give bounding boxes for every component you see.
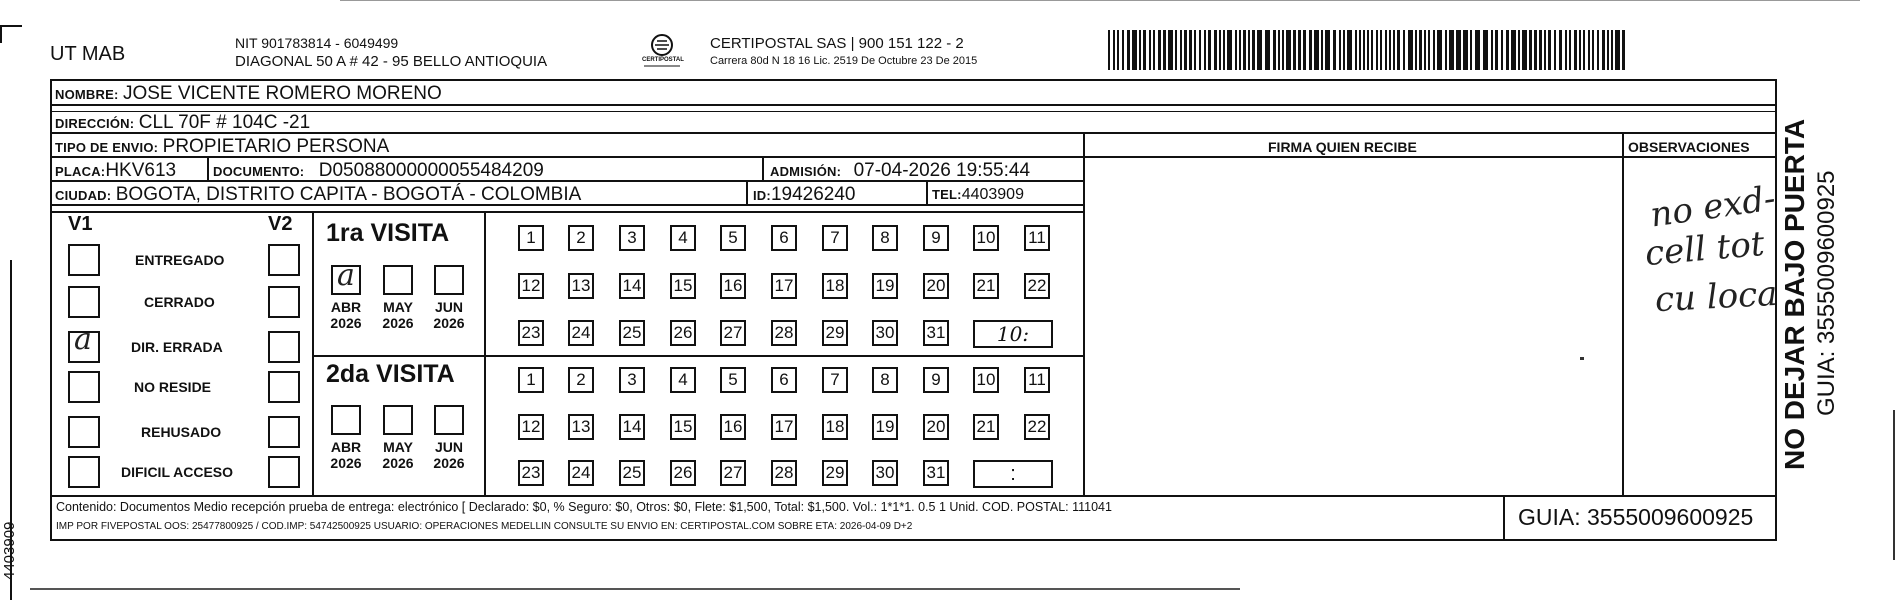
ciudad-row bbox=[55, 185, 581, 204]
month-label bbox=[375, 439, 421, 471]
day-checkbox[interactable]: 7 bbox=[822, 367, 848, 393]
barcode-bar bbox=[1403, 30, 1405, 70]
day-checkbox[interactable]: 2 bbox=[568, 225, 594, 251]
month-checkbox[interactable] bbox=[383, 265, 413, 295]
corner-mark bbox=[0, 25, 22, 27]
bottom-edge-line bbox=[30, 588, 1240, 590]
v2-checkbox[interactable] bbox=[268, 371, 300, 403]
day-checkbox[interactable]: 31 bbox=[923, 460, 949, 486]
status-label: CERRADO bbox=[144, 294, 215, 310]
barcode-bar bbox=[1615, 30, 1620, 70]
firma-header: FIRMA QUIEN RECIBE bbox=[1268, 139, 1417, 155]
day-checkbox[interactable]: 1 bbox=[518, 367, 544, 393]
day-checkbox[interactable]: 11 bbox=[1024, 367, 1050, 393]
barcode-bar bbox=[1622, 30, 1625, 70]
barcode-bar bbox=[1132, 30, 1137, 70]
barcode-bar bbox=[1397, 30, 1400, 70]
first-visit-label: 1ra VISITA bbox=[326, 219, 450, 247]
day-checkbox[interactable]: 14 bbox=[619, 273, 645, 299]
day-checkbox[interactable]: 4 bbox=[670, 367, 696, 393]
admision-row bbox=[770, 161, 1030, 180]
day-checkbox[interactable]: 23 bbox=[518, 460, 544, 486]
day-checkbox[interactable]: 25 bbox=[619, 460, 645, 486]
barcode-bar bbox=[1579, 30, 1581, 70]
barcode-bar bbox=[1389, 30, 1391, 70]
v1-label: V1 bbox=[68, 213, 93, 235]
month-name: JUN bbox=[434, 439, 463, 455]
day-checkbox[interactable]: 26 bbox=[670, 320, 696, 346]
month-name: JUN bbox=[434, 299, 463, 315]
company-nit: NIT 901783814 - 6049499 bbox=[235, 35, 399, 51]
month-label bbox=[426, 439, 472, 471]
barcode-bar bbox=[1565, 30, 1567, 70]
v2-checkbox[interactable] bbox=[268, 286, 300, 318]
barcode-bar bbox=[1219, 30, 1221, 70]
barcode-bar bbox=[1117, 30, 1119, 70]
day-checkbox[interactable]: 12 bbox=[518, 414, 544, 440]
ink-dot bbox=[1580, 357, 1584, 360]
barcode-bar bbox=[1456, 30, 1461, 70]
day-checkbox[interactable]: 5 bbox=[720, 367, 746, 393]
barcode-bar bbox=[1208, 30, 1211, 70]
barcode-bar bbox=[1529, 30, 1532, 70]
day-checkbox[interactable]: 22 bbox=[1024, 273, 1050, 299]
barcode-bar bbox=[1339, 30, 1341, 70]
id-label: ID: bbox=[753, 188, 771, 203]
day-checkbox[interactable]: 6 bbox=[771, 367, 797, 393]
barcode-bar bbox=[1314, 30, 1319, 70]
day-checkbox[interactable]: 18 bbox=[822, 414, 848, 440]
nombre-row bbox=[55, 84, 442, 103]
day-checkbox[interactable]: 15 bbox=[670, 273, 696, 299]
day-checkbox[interactable]: 16 bbox=[720, 414, 746, 440]
day-checkbox[interactable]: 29 bbox=[822, 460, 848, 486]
barcode-bar bbox=[1175, 30, 1177, 70]
barcode-bar bbox=[1227, 30, 1232, 70]
v1-checkbox[interactable] bbox=[68, 371, 100, 403]
barcode-bar bbox=[1248, 30, 1250, 70]
v1-checkbox[interactable] bbox=[68, 456, 100, 488]
side-guia: GUIA: 3555009600925 bbox=[1813, 170, 1840, 416]
barcode-bar bbox=[1428, 30, 1430, 70]
day-checkbox[interactable]: 19 bbox=[872, 273, 898, 299]
v1-mark: a bbox=[74, 322, 92, 357]
day-checkbox[interactable]: 5 bbox=[720, 225, 746, 251]
placa-label: PLACA: bbox=[55, 164, 106, 179]
placa-value: HKV613 bbox=[105, 160, 177, 181]
day-checkbox[interactable]: 25 bbox=[619, 320, 645, 346]
documento-label: DOCUMENTO: bbox=[213, 164, 305, 179]
barcode-bar bbox=[1544, 30, 1546, 70]
barcode-bar bbox=[1321, 30, 1323, 70]
day-checkbox[interactable]: 29 bbox=[822, 320, 848, 346]
barcode-bar bbox=[1393, 30, 1395, 70]
barcode-bar bbox=[1583, 30, 1585, 70]
barcode-bar bbox=[1257, 30, 1262, 70]
barcode-bar bbox=[1235, 30, 1237, 70]
barcode-bar bbox=[1363, 30, 1365, 70]
day-checkbox[interactable]: 24 bbox=[568, 460, 594, 486]
day-checkbox[interactable]: 8 bbox=[872, 367, 898, 393]
month-name: ABR bbox=[330, 439, 362, 455]
barcode-bar bbox=[1343, 30, 1345, 70]
month-year: 2026 bbox=[433, 455, 465, 471]
barcode-bar bbox=[1445, 30, 1447, 70]
day-checkbox[interactable]: 28 bbox=[771, 320, 797, 346]
tipo-value: PROPIETARIO PERSONA bbox=[162, 136, 390, 157]
ciudad-value: BOGOTA, DISTRITO CAPITA - BOGOTÁ - COLOMBIA bbox=[115, 184, 582, 205]
barcode-bar bbox=[1194, 30, 1196, 70]
day-checkbox[interactable]: 15 bbox=[670, 414, 696, 440]
day-checkbox[interactable]: 3 bbox=[619, 225, 645, 251]
barcode-bar bbox=[1501, 30, 1503, 70]
barcode-bar bbox=[1199, 30, 1201, 70]
day-checkbox[interactable]: 18 bbox=[822, 273, 848, 299]
day-checkbox[interactable]: 17 bbox=[771, 273, 797, 299]
status-label: NO RESIDE bbox=[134, 379, 212, 395]
month-checkbox[interactable] bbox=[434, 265, 464, 295]
carrier-license: Carrera 80d N 18 16 Lic. 2519 De Octubre 23 De 2015 bbox=[710, 55, 978, 67]
day-checkbox[interactable]: 12 bbox=[518, 273, 544, 299]
barcode-bar bbox=[1380, 30, 1382, 70]
ciudad-label: CIUDAD: bbox=[55, 188, 112, 203]
time-field[interactable]: : bbox=[973, 460, 1053, 488]
barcode-bar bbox=[1602, 30, 1605, 70]
barcode-bar bbox=[1607, 30, 1609, 70]
month-label bbox=[426, 299, 472, 331]
day-checkbox[interactable]: 7 bbox=[822, 225, 848, 251]
admision-label: ADMISIÓN: bbox=[770, 164, 842, 179]
day-checkbox[interactable]: 21 bbox=[973, 414, 999, 440]
day-checkbox[interactable]: 26 bbox=[670, 460, 696, 486]
month-year: 2026 bbox=[382, 455, 414, 471]
barcode-bar bbox=[1424, 30, 1426, 70]
month-year: 2026 bbox=[330, 455, 362, 471]
month-checkbox[interactable] bbox=[383, 405, 413, 435]
handwritten-note-1: no exd- bbox=[1647, 178, 1778, 236]
month-name: MAY bbox=[383, 299, 413, 315]
barcode-bar bbox=[1168, 30, 1173, 70]
day-checkbox[interactable]: 9 bbox=[923, 225, 949, 251]
barcode-bar bbox=[1184, 30, 1187, 70]
barcode-bar bbox=[1491, 30, 1493, 70]
barcode-bar bbox=[1286, 30, 1291, 70]
day-checkbox[interactable]: 16 bbox=[720, 273, 746, 299]
barcode-bar bbox=[1611, 30, 1613, 70]
tipo-label: TIPO DE ENVIO: bbox=[55, 140, 159, 155]
barcode bbox=[1108, 30, 1628, 70]
barcode-bar bbox=[1385, 30, 1387, 70]
barcode-bar bbox=[1298, 30, 1301, 70]
day-checkbox[interactable]: 24 bbox=[568, 320, 594, 346]
nombre-label: NOMBRE: bbox=[55, 87, 119, 102]
barcode-bar bbox=[1108, 30, 1110, 70]
barcode-bar bbox=[1282, 30, 1284, 70]
month-checkbox[interactable] bbox=[434, 405, 464, 435]
day-checkbox[interactable]: 4 bbox=[670, 225, 696, 251]
barcode-bar bbox=[1122, 30, 1124, 70]
barcode-bar bbox=[1214, 30, 1217, 70]
day-checkbox[interactable]: 1 bbox=[518, 225, 544, 251]
barcode-bar bbox=[1309, 30, 1312, 70]
barcode-bar bbox=[1189, 30, 1192, 70]
month-mark: a bbox=[337, 258, 355, 293]
barcode-bar bbox=[1333, 30, 1336, 70]
barcode-bar bbox=[1470, 30, 1472, 70]
v2-checkbox[interactable] bbox=[268, 331, 300, 363]
handwritten-note-3: cu loca bbox=[1654, 273, 1779, 321]
tipo-row bbox=[55, 137, 389, 156]
barcode-bar bbox=[1475, 30, 1480, 70]
direccion-row bbox=[55, 113, 310, 132]
v2-checkbox[interactable] bbox=[268, 416, 300, 448]
day-checkbox[interactable]: 31 bbox=[923, 320, 949, 346]
barcode-bar bbox=[1293, 30, 1296, 70]
barcode-bar bbox=[1522, 30, 1527, 70]
barcode-bar bbox=[1518, 30, 1520, 70]
tel-row bbox=[932, 187, 1024, 203]
barcode-bar bbox=[1149, 30, 1151, 70]
barcode-bar bbox=[1511, 30, 1516, 70]
placa-row bbox=[55, 161, 176, 180]
v2-label: V2 bbox=[268, 213, 293, 235]
month-year: 2026 bbox=[330, 315, 362, 331]
barcode-bar bbox=[1534, 30, 1537, 70]
nombre-value: JOSE VICENTE ROMERO MORENO bbox=[122, 83, 442, 104]
imp-text: IMP POR FIVEPOSTAL OOS: 25477800925 / COD.IMP: 54742500925 USUARIO: OPERACIONES MEDELLIN CONSULTE SU ENVIO EN: CERTIPOSTAL.COM SOBRE ETA: 2026-04-09 D+2 bbox=[56, 521, 913, 532]
observaciones-header: OBSERVACIONES bbox=[1628, 139, 1750, 155]
barcode-bar bbox=[1223, 30, 1225, 70]
day-checkbox[interactable]: 27 bbox=[720, 460, 746, 486]
barcode-bar bbox=[1278, 30, 1280, 70]
day-checkbox[interactable]: 13 bbox=[568, 414, 594, 440]
day-checkbox[interactable]: 30 bbox=[872, 320, 898, 346]
corner-mark bbox=[0, 25, 2, 43]
barcode-bar bbox=[1163, 30, 1166, 70]
barcode-bar bbox=[1415, 30, 1417, 70]
barcode-bar bbox=[1495, 30, 1498, 70]
day-checkbox[interactable]: 11 bbox=[1024, 225, 1050, 251]
day-checkbox[interactable]: 6 bbox=[771, 225, 797, 251]
barcode-bar bbox=[1371, 30, 1373, 70]
barcode-bar bbox=[1554, 30, 1556, 70]
month-year: 2026 bbox=[382, 315, 414, 331]
side-left-number: 4403909 bbox=[1, 521, 18, 580]
barcode-bar bbox=[1559, 30, 1562, 70]
barcode-bar bbox=[1143, 30, 1146, 70]
day-checkbox[interactable]: 2 bbox=[568, 367, 594, 393]
barcode-bar bbox=[1303, 30, 1306, 70]
barcode-bar bbox=[1139, 30, 1141, 70]
month-name: ABR bbox=[330, 299, 362, 315]
day-checkbox[interactable]: 19 bbox=[872, 414, 898, 440]
barcode-bar bbox=[1252, 30, 1255, 70]
barcode-bar bbox=[1569, 30, 1571, 70]
day-checkbox[interactable]: 30 bbox=[872, 460, 898, 486]
barcode-bar bbox=[1592, 30, 1594, 70]
status-label: DIFICIL ACCESO bbox=[121, 464, 234, 480]
id-value: 19426240 bbox=[770, 184, 856, 205]
barcode-bar bbox=[1347, 30, 1352, 70]
barcode-bar bbox=[1574, 30, 1577, 70]
day-checkbox[interactable]: 28 bbox=[771, 460, 797, 486]
time-field[interactable]: 10: bbox=[973, 320, 1053, 348]
day-checkbox[interactable]: 13 bbox=[568, 273, 594, 299]
barcode-bar bbox=[1180, 30, 1182, 70]
barcode-bar bbox=[1158, 30, 1161, 70]
day-checkbox[interactable]: 8 bbox=[872, 225, 898, 251]
status-label: ENTREGADO bbox=[135, 252, 225, 268]
company-address: DIAGONAL 50 A # 42 - 95 BELLO ANTIOQUIA bbox=[235, 53, 548, 70]
month-name: MAY bbox=[383, 439, 413, 455]
day-checkbox[interactable]: 10 bbox=[973, 367, 999, 393]
logo-text: CERTIPOSTAL bbox=[642, 57, 684, 63]
carrier-name: CERTIPOSTAL SAS | 900 151 122 - 2 bbox=[710, 35, 964, 52]
day-checkbox[interactable]: 20 bbox=[923, 273, 949, 299]
day-checkbox[interactable]: 17 bbox=[771, 414, 797, 440]
barcode-bar bbox=[1127, 30, 1130, 70]
barcode-bar bbox=[1449, 30, 1454, 70]
right-edge-line bbox=[1893, 410, 1895, 560]
day-checkbox[interactable]: 3 bbox=[619, 367, 645, 393]
day-checkbox[interactable]: 23 bbox=[518, 320, 544, 346]
barcode-bar bbox=[1355, 30, 1357, 70]
day-checkbox[interactable]: 9 bbox=[923, 367, 949, 393]
barcode-bar bbox=[1548, 30, 1551, 70]
tel-label: TEL: bbox=[932, 187, 962, 202]
contenido-text: Contenido: Documentos Medio recepción prueba de entrega: electrónico [ Declarado: $0, % Seguro: $0, Otros: $0, Flete: $1,500, Total: $1,500. Vol.: 1*1*1. 0.5 1 Unid. COD. POSTAL: 111041 bbox=[56, 500, 1112, 514]
direccion-label: DIRECCIÓN: bbox=[55, 116, 135, 131]
barcode-bar bbox=[1437, 30, 1442, 70]
side-warning: NO DEJAR BAJO PUERTA bbox=[1779, 118, 1810, 470]
v1-checkbox[interactable] bbox=[68, 244, 100, 276]
handwritten-note-2: cell tot bbox=[1643, 223, 1767, 275]
v2-checkbox[interactable] bbox=[268, 244, 300, 276]
day-checkbox[interactable]: 27 bbox=[720, 320, 746, 346]
logo-icon bbox=[640, 32, 684, 72]
status-label: REHUSADO bbox=[141, 424, 222, 440]
month-label bbox=[323, 299, 369, 331]
barcode-bar bbox=[1325, 30, 1330, 70]
v2-checkbox[interactable] bbox=[268, 456, 300, 488]
v1-checkbox[interactable] bbox=[68, 416, 100, 448]
barcode-bar bbox=[1376, 30, 1378, 70]
certipostal-logo bbox=[640, 32, 684, 72]
tel-value: 4403909 bbox=[961, 186, 1024, 203]
barcode-bar bbox=[1204, 30, 1206, 70]
day-checkbox[interactable]: 21 bbox=[973, 273, 999, 299]
barcode-bar bbox=[1433, 30, 1435, 70]
footer-guia: GUIA: 3555009600925 bbox=[1518, 504, 1754, 530]
month-year: 2026 bbox=[433, 315, 465, 331]
barcode-bar bbox=[1408, 30, 1413, 70]
documento-value: D05088000000055484209 bbox=[318, 160, 544, 181]
barcode-bar bbox=[1273, 30, 1276, 70]
barcode-bar bbox=[1239, 30, 1241, 70]
month-label bbox=[323, 439, 369, 471]
barcode-bar bbox=[1483, 30, 1488, 70]
admision-value: 07-04-2026 19:55:44 bbox=[853, 160, 1031, 181]
day-checkbox[interactable]: 22 bbox=[1024, 414, 1050, 440]
barcode-bar bbox=[1597, 30, 1599, 70]
barcode-bar bbox=[1153, 30, 1155, 70]
direccion-value: CLL 70F # 104C -21 bbox=[138, 112, 311, 133]
v1-checkbox[interactable] bbox=[68, 286, 100, 318]
barcode-bar bbox=[1539, 30, 1542, 70]
barcode-bar bbox=[1588, 30, 1590, 70]
second-visit-label: 2da VISITA bbox=[326, 360, 455, 388]
barcode-bar bbox=[1265, 30, 1270, 70]
barcode-bar bbox=[1113, 30, 1115, 70]
company-name: UT MAB bbox=[50, 43, 126, 65]
day-checkbox[interactable]: 10 bbox=[973, 225, 999, 251]
barcode-bar bbox=[1367, 30, 1369, 70]
barcode-bar bbox=[1243, 30, 1246, 70]
barcode-bar bbox=[1506, 30, 1509, 70]
month-checkbox[interactable] bbox=[331, 405, 361, 435]
day-checkbox[interactable]: 14 bbox=[619, 414, 645, 440]
barcode-bar bbox=[1359, 30, 1361, 70]
barcode-bar bbox=[1419, 30, 1422, 70]
top-edge-line bbox=[340, 0, 1860, 1]
day-checkbox[interactable]: 20 bbox=[923, 414, 949, 440]
documento-row bbox=[213, 161, 544, 180]
status-label: DIR. ERRADA bbox=[131, 339, 223, 355]
barcode-bar bbox=[1463, 30, 1468, 70]
month-label bbox=[375, 299, 421, 331]
id-row bbox=[753, 185, 855, 204]
